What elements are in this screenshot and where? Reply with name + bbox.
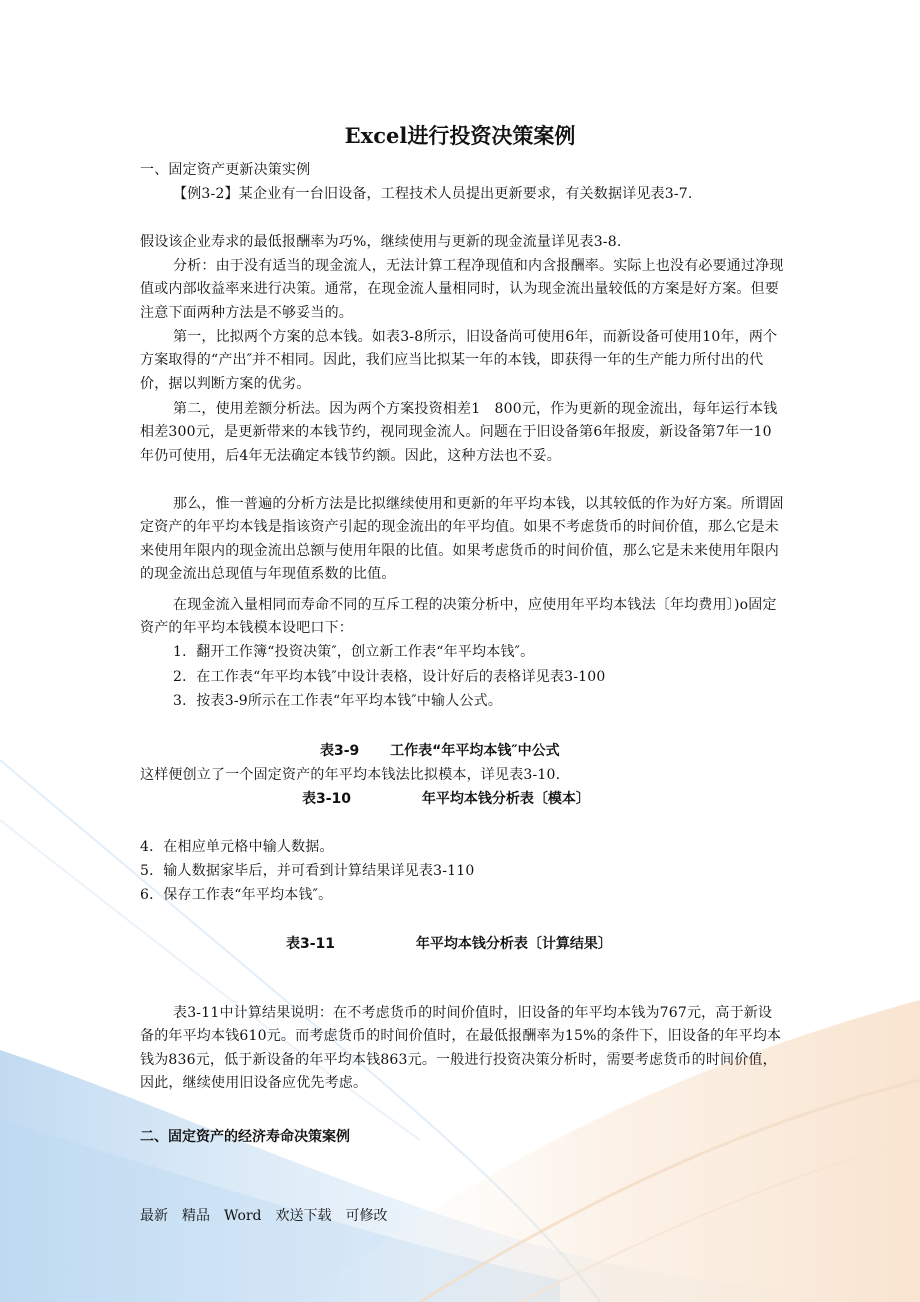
average-cost-paragraph: 那么，惟一普遍的分析方法是比拟继续使用和更新的年平均本钱，以其较低的作为好方案。所谓固定资产的年平均本钱是指该资产引起的现金流出的年平均值。如果不考虑货币的时间价值，那么它是未来使用年限内的现金流出总额与使用年限的比值。如果考虑货币的时间价值，那么它是未来使用年限内的现金流出总现值与年现值系数的比值。 [140,496,784,583]
second-method-paragraph: 第二，使用差额分析法。因为两个方案投资相差1 800元，作为更新的现金流出，每年运行本钱相差300元，是更新带来的本钱节约，视同现金流人。问题在于旧设备第6年报废，新设备第7年一10年仍可使用，后4年无法确定本钱节约额。因此，这种方法也不妥。 [140,401,778,464]
step-1: 1．翻开工作簿“投资决策″，创立新工作表“年平均本钱″。 [173,644,535,660]
step-5: 5．输人数据家毕后，并可看到计算结果详见表3-110 [140,863,475,879]
step-3: 3．按表3-9所示在工作表“年平均本钱″中输人公式。 [173,693,503,709]
footer-editable: 可修改 [345,1208,388,1224]
caption-number: 表3-10 [302,791,352,807]
footer [140,1205,402,1225]
footer-quality: 精品 [182,1208,210,1224]
table-3-10-caption [302,788,590,808]
caption-text: 年平均本钱分析表〔模本〕 [421,791,590,807]
document-title: Excel进行投资决策案例 [344,123,576,148]
section-heading-1: 一、固定资产更新决策实例 [140,162,311,178]
step-6: 6．保存工作表“年平均本钱″。 [140,887,333,903]
model-paragraph: 在现金流入量相同而寿命不同的互斥工程的决策分析中，应使用年平均本钱法〔年均费用〕)o固定资产的年平均本钱模本设吧口下： [140,597,777,637]
after-table-3-9-paragraph: 这样便创立了一个固定资产的年平均本钱法比拟模本，详见表3-10. [140,767,561,783]
step-2: 2．在工作表“年平均本钱″中设计表格，设计好后的表格详见表3-100 [173,669,606,685]
caption-number: 表3-11 [286,936,336,952]
example-paragraph: 【例3-2】某企业有一台旧设备，工程技术人员提出更新要求，有关数据详见表3-7. [173,186,693,202]
section-heading-2: 二、固定资产的经济寿命决策案例 [140,1129,350,1145]
caption-number: 表3-9 [320,743,360,759]
first-method-paragraph: 第一，比拟两个方案的总本钱。如表3-8所示，旧设备尚可使用6年，而新设备可使用10年，两个方案取得的“产出″并不相同。因此，我们应当比拟某一年的本钱，即获得一年的生产能力所付出的代价，据以判断方案的优劣。 [140,329,778,392]
table-3-11-caption [286,933,612,953]
footer-word: Word [224,1208,262,1224]
step-4: 4．在相应单元格中输人数据。 [140,839,334,855]
footer-latest: 最新 [140,1208,168,1224]
assumption-paragraph: 假设该企业寿求的最低报酬率为巧%，继续使用与更新的现金流量详见表3-8. [140,234,622,250]
caption-text: 年平均本钱分析表〔计算结果〕 [415,936,612,952]
table-3-9-caption [320,740,560,760]
caption-text: 工作表“年平均本钱″中公式 [390,743,560,759]
footer-download: 欢送下载 [275,1208,332,1224]
analysis-paragraph: 分析：由于没有适当的现金流人，无法计算工程净现值和内含报酬率。实际上也没有必要通过净现值或内部收益率来进行决策。通常，在现金流人量相同时，认为现金流出量较低的方案是好方案。但要注意下面两种方法是不够妥当的。 [140,258,784,321]
result-paragraph: 表3-11中计算结果说明：在不考虑货币的时间价值时，旧设备的年平均本钱为767元，高于新设备的年平均本钱610元。而考虑货币的时间价值时，在最低报酬率为15%的条件下，旧设备的年平均本钱为836元，低于新设备的年平均本钱863元。一般进行投资决策分析时，需要考虑货币的时间价值，因此，继续使用旧设备应优先考虑。 [140,1005,782,1092]
